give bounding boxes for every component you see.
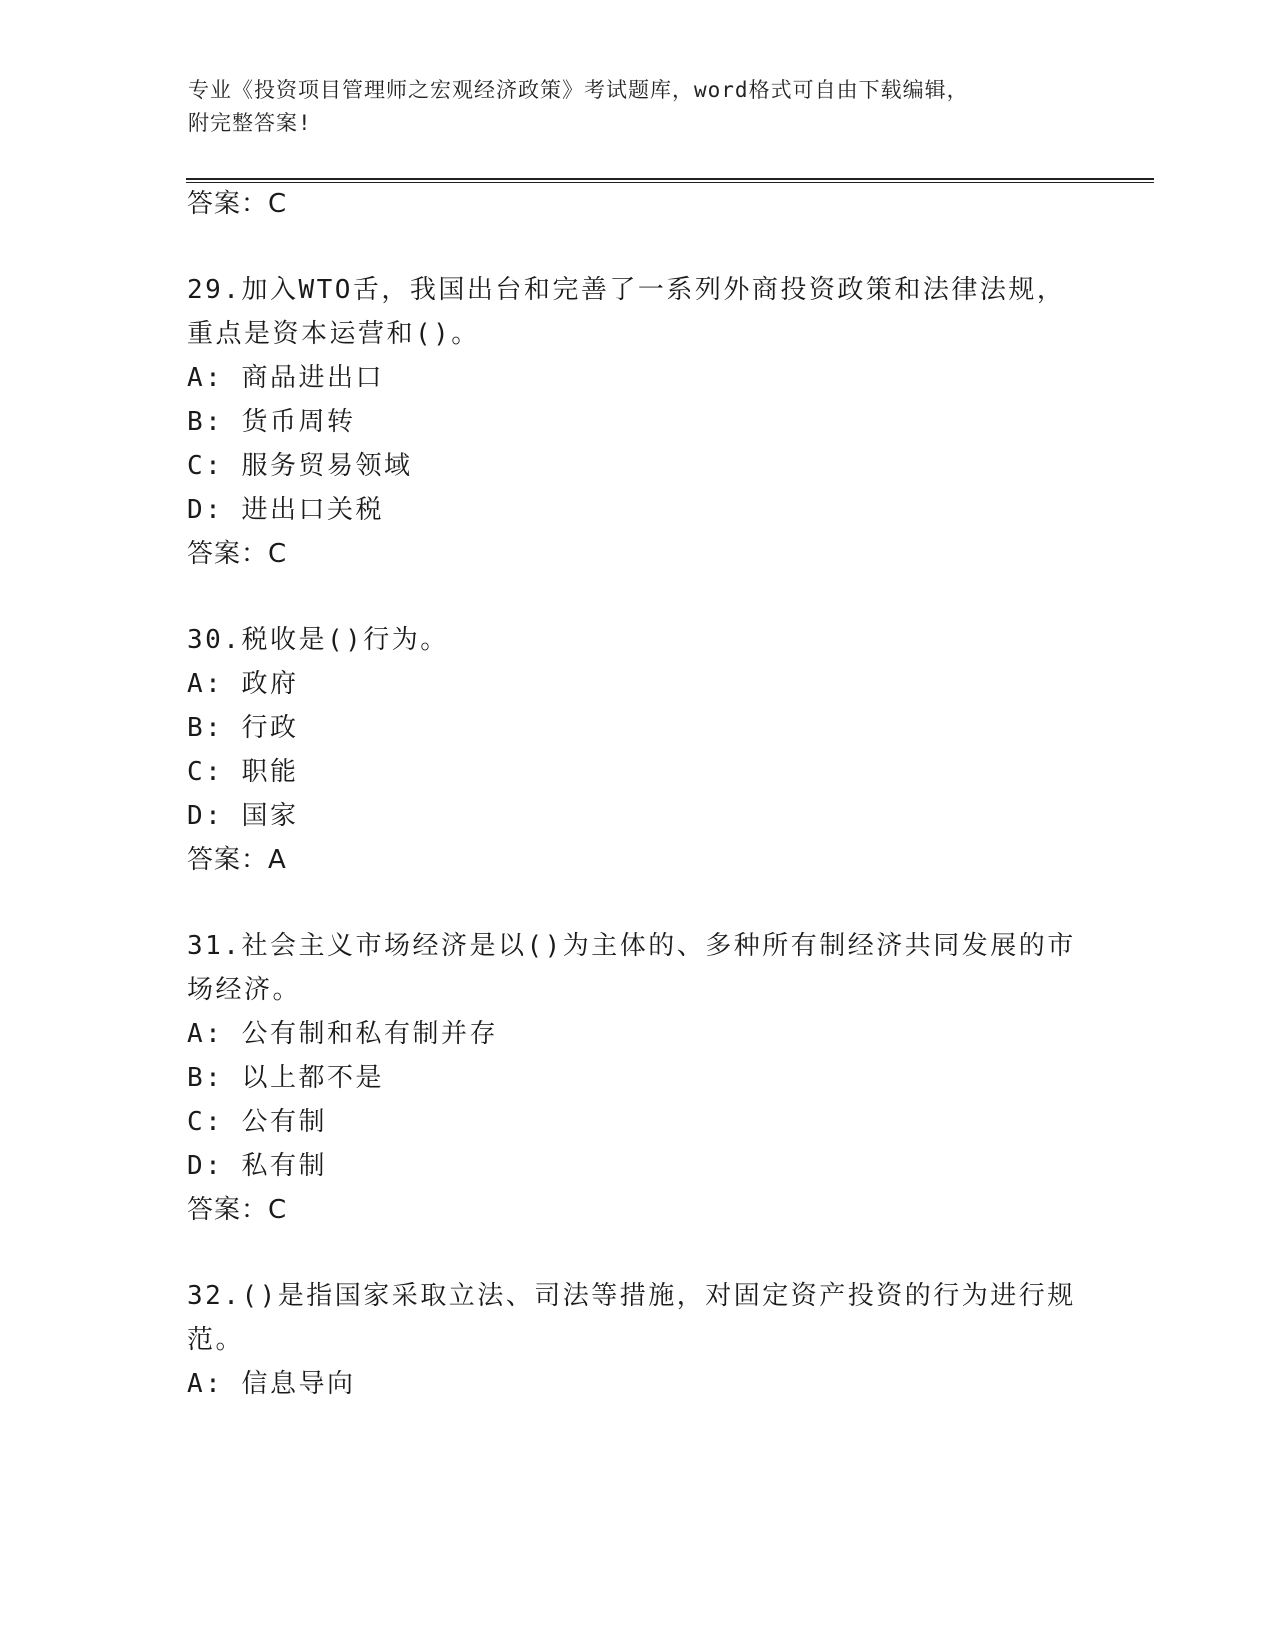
- previous-answer: 答案：C: [187, 189, 288, 219]
- q30-option-b: B: 行政: [187, 713, 299, 743]
- q32-stem-line-2: 范。: [187, 1325, 245, 1355]
- q29-stem-line-1: 29.加入WTO舌，我国出台和完善了一系列外商投资政策和法律法规，: [187, 275, 1066, 305]
- q29-option-d: D: 进出口关税: [187, 495, 384, 525]
- q31-answer: 答案：C: [187, 1195, 288, 1225]
- q31-stem-line-2: 场经济。: [187, 975, 302, 1005]
- q30-option-a: A: 政府: [187, 669, 299, 699]
- q31-option-b: B: 以上都不是: [187, 1063, 384, 1093]
- q31-option-a: A: 公有制和私有制并存: [187, 1019, 498, 1049]
- q29-answer: 答案：C: [187, 539, 288, 569]
- q29-option-c: C: 服务贸易领域: [187, 451, 413, 481]
- q30-answer: 答案：A: [187, 845, 287, 875]
- q30-option-d: D: 国家: [187, 801, 299, 831]
- header-line-2: 附完整答案!: [188, 111, 312, 135]
- header-line-1: 专业《投资项目管理师之宏观经济政策》考试题库，word格式可自由下载编辑，: [188, 78, 969, 102]
- q31-stem-line-1: 31.社会主义市场经济是以()为主体的、多种所有制经济共同发展的市: [187, 931, 1076, 961]
- q29-option-b: B: 货币周转: [187, 407, 356, 437]
- q31-option-c: C: 公有制: [187, 1107, 327, 1137]
- q30-stem-line-1: 30.税收是()行为。: [187, 625, 449, 655]
- page-header: [188, 74, 1068, 140]
- q29-option-a: A: 商品进出口: [187, 363, 384, 393]
- header-divider: [186, 178, 1154, 183]
- q29-stem-line-2: 重点是资本运营和()。: [187, 319, 480, 349]
- q32-stem-line-1: 32.()是指国家采取立法、司法等措施，对固定资产投资的行为进行规: [187, 1281, 1076, 1311]
- q30-option-c: C: 职能: [187, 757, 299, 787]
- q31-option-d: D: 私有制: [187, 1151, 327, 1181]
- q32-option-a: A: 信息导向: [187, 1369, 356, 1399]
